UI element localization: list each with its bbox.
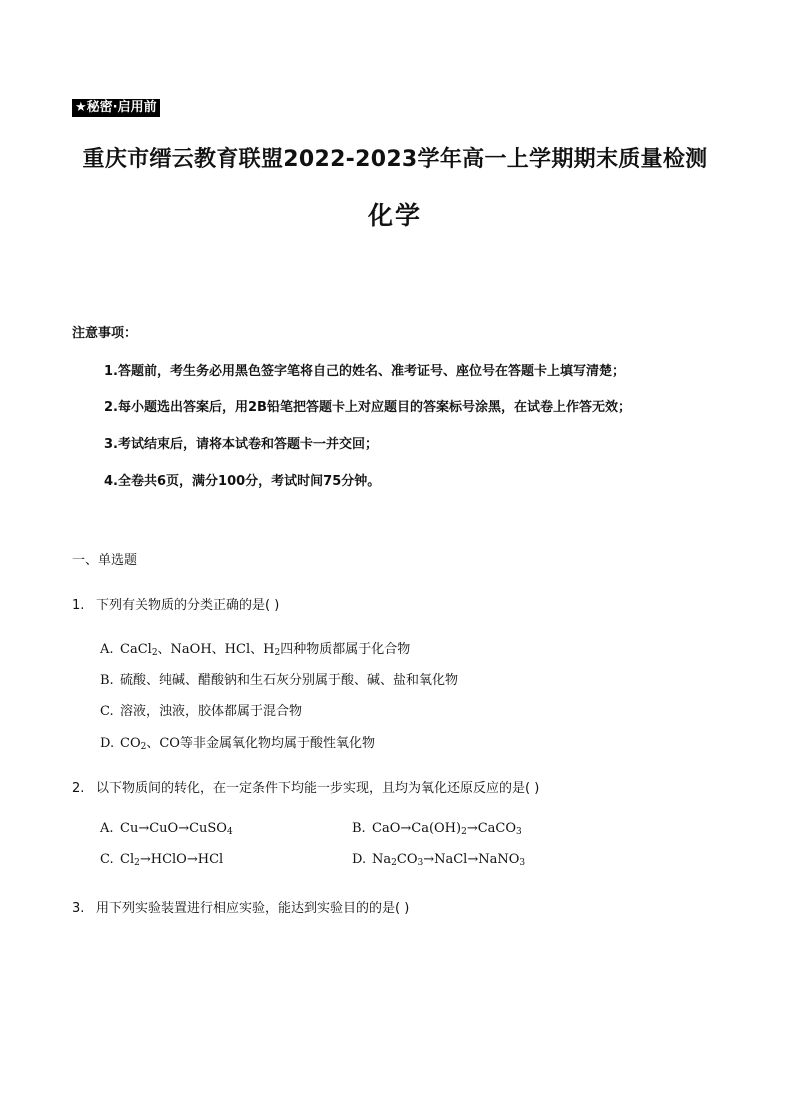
- option-text: Cl: [120, 852, 135, 867]
- option-text: →CaCO: [466, 821, 517, 836]
- confidential-badge: ★秘密·启用前: [72, 99, 160, 117]
- option-text: CO: [396, 852, 418, 867]
- option-label: B.: [100, 673, 114, 688]
- note-item-2: 2.每小题选出答案后，用2B铅笔把答题卡上对应题目的答案标号涂黑，在试卷上作答无效；: [104, 400, 631, 415]
- question-number: 3.: [72, 901, 85, 916]
- question-2-option-c[interactable]: [100, 852, 223, 867]
- notes-heading: 注意事项：: [72, 326, 138, 341]
- question-number: 1.: [72, 598, 85, 613]
- question-2-option-d[interactable]: [352, 852, 525, 867]
- option-text: Na: [372, 852, 392, 867]
- option-text: CaO→Ca(OH): [372, 821, 462, 836]
- question-2-stem: [72, 777, 539, 796]
- question-text: 用下列实验装置进行相应实验，能达到实验目的的是( ): [96, 901, 410, 916]
- note-item-3: 3.考试结束后，请将本试卷和答题卡一并交回；: [104, 437, 378, 452]
- subscript: 2: [151, 648, 158, 658]
- option-text: →HClO→HCl: [139, 852, 224, 867]
- option-label: D.: [352, 852, 367, 867]
- option-label: C.: [100, 704, 114, 719]
- subscript: 2: [391, 858, 397, 868]
- exam-title: 重庆市缙云教育联盟2022-2023学年高一上学期期末质量检测: [82, 147, 708, 172]
- question-text: 以下物质间的转化，在一定条件下均能一步实现，且均为氧化还原反应的是( ): [96, 781, 540, 796]
- note-item-4: 4.全卷共6页，满分100分，考试时间75分钟。: [104, 474, 381, 489]
- option-label: C.: [100, 852, 114, 867]
- subscript: 3: [516, 827, 522, 837]
- question-3-stem: [72, 897, 409, 916]
- question-1-option-b[interactable]: [100, 669, 458, 688]
- subscript: 2: [140, 742, 147, 752]
- subscript: 3: [417, 858, 424, 868]
- option-label: A.: [100, 821, 114, 836]
- option-text: 硫酸、纯碱、醋酸钠和生石灰分别属于酸、碱、盐和氧化物: [120, 673, 459, 688]
- section-title: 一、单选题: [72, 553, 138, 568]
- question-2-option-a[interactable]: [100, 821, 233, 836]
- question-2-option-b[interactable]: [352, 821, 522, 836]
- option-text: →NaCl→NaNO: [423, 852, 520, 867]
- option-label: B.: [352, 821, 366, 836]
- subscript: 4: [226, 827, 233, 837]
- option-text: CaCl: [120, 642, 152, 657]
- question-1-option-a[interactable]: [100, 638, 410, 657]
- option-text: 溶液，浊液，胶体都属于混合物: [120, 704, 303, 719]
- option-text: CO: [120, 736, 141, 751]
- question-text: 下列有关物质的分类正确的是( ): [96, 598, 280, 613]
- note-item-1: 1.答题前，考生务必用黑色签字笔将自己的姓名、准考证号、座位号在答题卡上填写清楚；: [104, 364, 625, 379]
- subscript: 3: [519, 858, 526, 868]
- question-number: 2.: [72, 781, 85, 796]
- option-text: 、NaOH、HCl、H: [157, 642, 275, 657]
- subscript: 2: [274, 648, 281, 658]
- subscript: 2: [461, 827, 467, 837]
- option-text: Cu→CuO→CuSO: [120, 821, 227, 836]
- question-1-stem: [72, 594, 279, 613]
- question-1-option-d[interactable]: [100, 732, 375, 751]
- option-text: 四种物质都属于化合物: [280, 642, 411, 657]
- subject-title: 化学: [367, 201, 422, 230]
- option-text: 、CO等非金属氧化物均属于酸性氧化物: [146, 736, 375, 751]
- question-1-option-c[interactable]: [100, 700, 302, 719]
- option-label: A.: [100, 642, 114, 657]
- option-label: D.: [100, 736, 115, 751]
- subscript: 2: [134, 858, 140, 868]
